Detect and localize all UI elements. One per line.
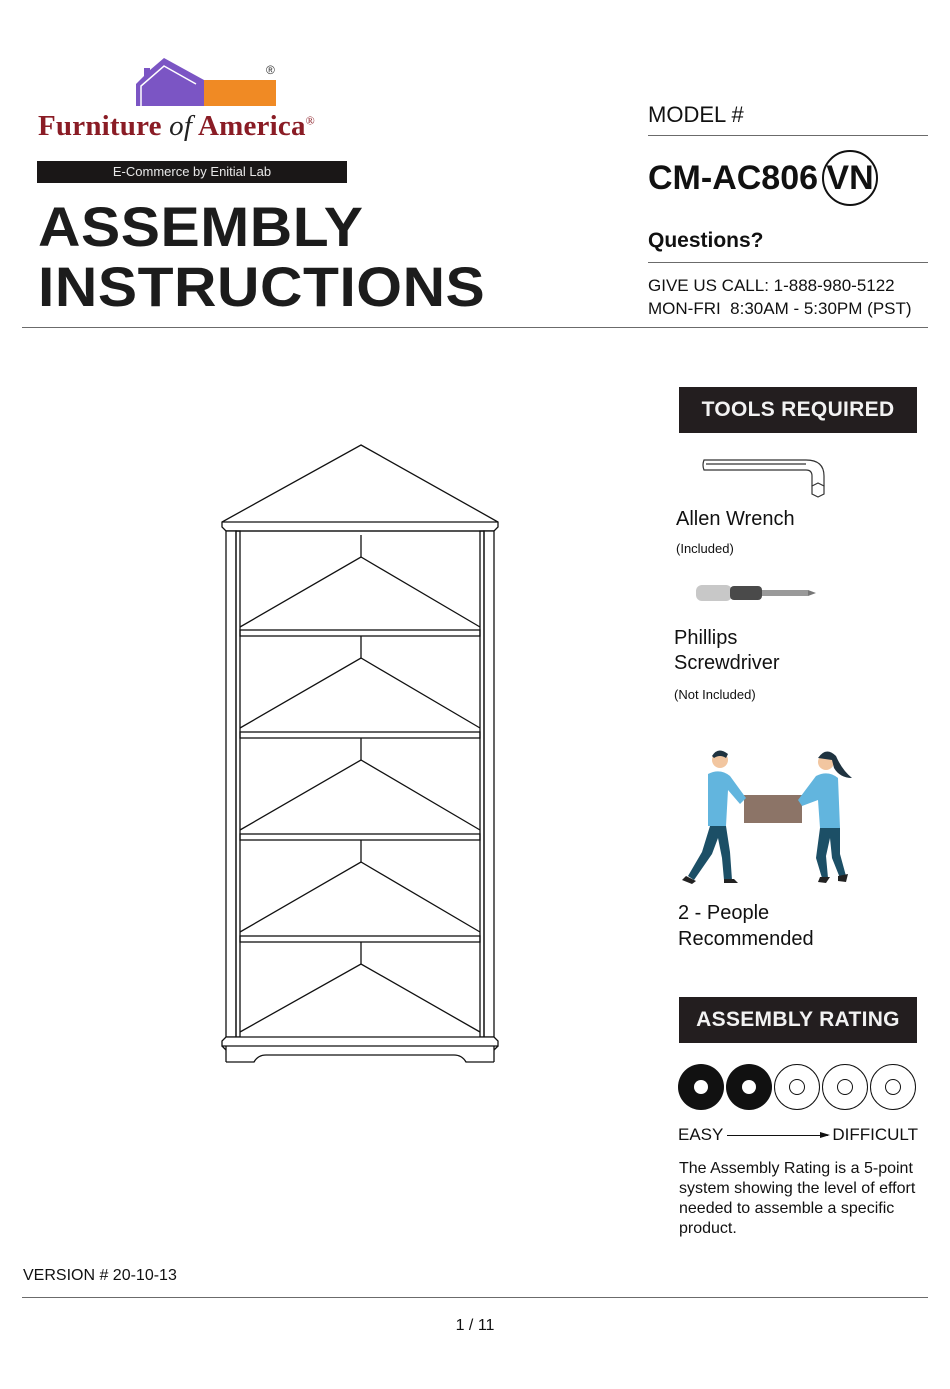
screwdriver-icon bbox=[694, 582, 818, 609]
brand-name bbox=[38, 110, 315, 143]
model-number-text: CM-AC806 bbox=[648, 158, 819, 197]
difficult-label: DIFFICULT bbox=[832, 1125, 918, 1144]
rating-dot-filled-icon bbox=[726, 1064, 772, 1110]
tool-screwdriver-name-line1: Phillips bbox=[674, 627, 738, 649]
header-divider bbox=[22, 327, 928, 328]
title-assembly: ASSEMBLY bbox=[38, 195, 364, 258]
brand-name-of: of bbox=[169, 110, 193, 142]
rating-description: The Assembly Rating is a 5-point system showing the level of effort needed to assemble a specific product. bbox=[679, 1160, 916, 1237]
people-recommended-label: Recommended bbox=[678, 928, 814, 950]
contact-info bbox=[648, 274, 912, 320]
rating-dot-filled-icon bbox=[678, 1064, 724, 1110]
contact-hours: MON-FRI 8:30AM - 5:30PM (PST) bbox=[648, 299, 912, 318]
model-number bbox=[648, 150, 878, 206]
arrow-right-icon bbox=[727, 1135, 828, 1136]
svg-text:®: ® bbox=[266, 63, 275, 77]
tool-screwdriver-name bbox=[674, 626, 780, 676]
footer-divider bbox=[22, 1297, 928, 1298]
corner-bookshelf-drawing bbox=[218, 440, 504, 1070]
contact-phone: GIVE US CALL: 1-888-980-5122 bbox=[648, 276, 895, 295]
registered-mark: ® bbox=[305, 113, 315, 128]
rating-dot-empty-icon bbox=[870, 1064, 916, 1110]
people-count: 2 - People bbox=[678, 902, 770, 924]
tool-allen-wrench-note: (Included) bbox=[676, 541, 734, 556]
page-number: 1 / 11 bbox=[455, 1317, 495, 1334]
rating-dot-empty-icon bbox=[774, 1064, 820, 1110]
difficulty-scale bbox=[678, 1125, 918, 1145]
rating-dot-empty-icon bbox=[822, 1064, 868, 1110]
brand-name-part2: America bbox=[192, 110, 306, 142]
assembly-rating-banner: ASSEMBLY RATING bbox=[679, 997, 917, 1043]
easy-label: EASY bbox=[678, 1125, 724, 1144]
tools-required-banner: TOOLS REQUIRED bbox=[679, 387, 917, 433]
brand-name-part1: Furniture bbox=[38, 110, 170, 142]
two-people-icon bbox=[680, 748, 860, 893]
brand-logo bbox=[134, 58, 284, 110]
divider bbox=[648, 135, 928, 136]
title-instructions: INSTRUCTIONS bbox=[38, 255, 486, 318]
assembly-rating-dots bbox=[678, 1064, 916, 1110]
questions-heading: Questions? bbox=[648, 229, 764, 252]
tool-allen-wrench-name: Allen Wrench bbox=[676, 508, 795, 530]
house-logo-icon bbox=[134, 58, 284, 110]
tool-screwdriver-name-line2: Screwdriver bbox=[674, 652, 780, 674]
product-illustration bbox=[218, 440, 504, 1070]
tool-screwdriver-note: (Not Included) bbox=[674, 687, 756, 702]
version-label: VERSION # 20-10-13 bbox=[23, 1267, 177, 1284]
model-label: MODEL # bbox=[648, 102, 744, 127]
brand-tagline: E-Commerce by Enitial Lab bbox=[37, 161, 347, 183]
people-recommendation bbox=[678, 900, 814, 952]
divider bbox=[648, 262, 928, 263]
model-suffix-badge: VN bbox=[822, 150, 878, 206]
allen-wrench-icon bbox=[702, 456, 830, 505]
